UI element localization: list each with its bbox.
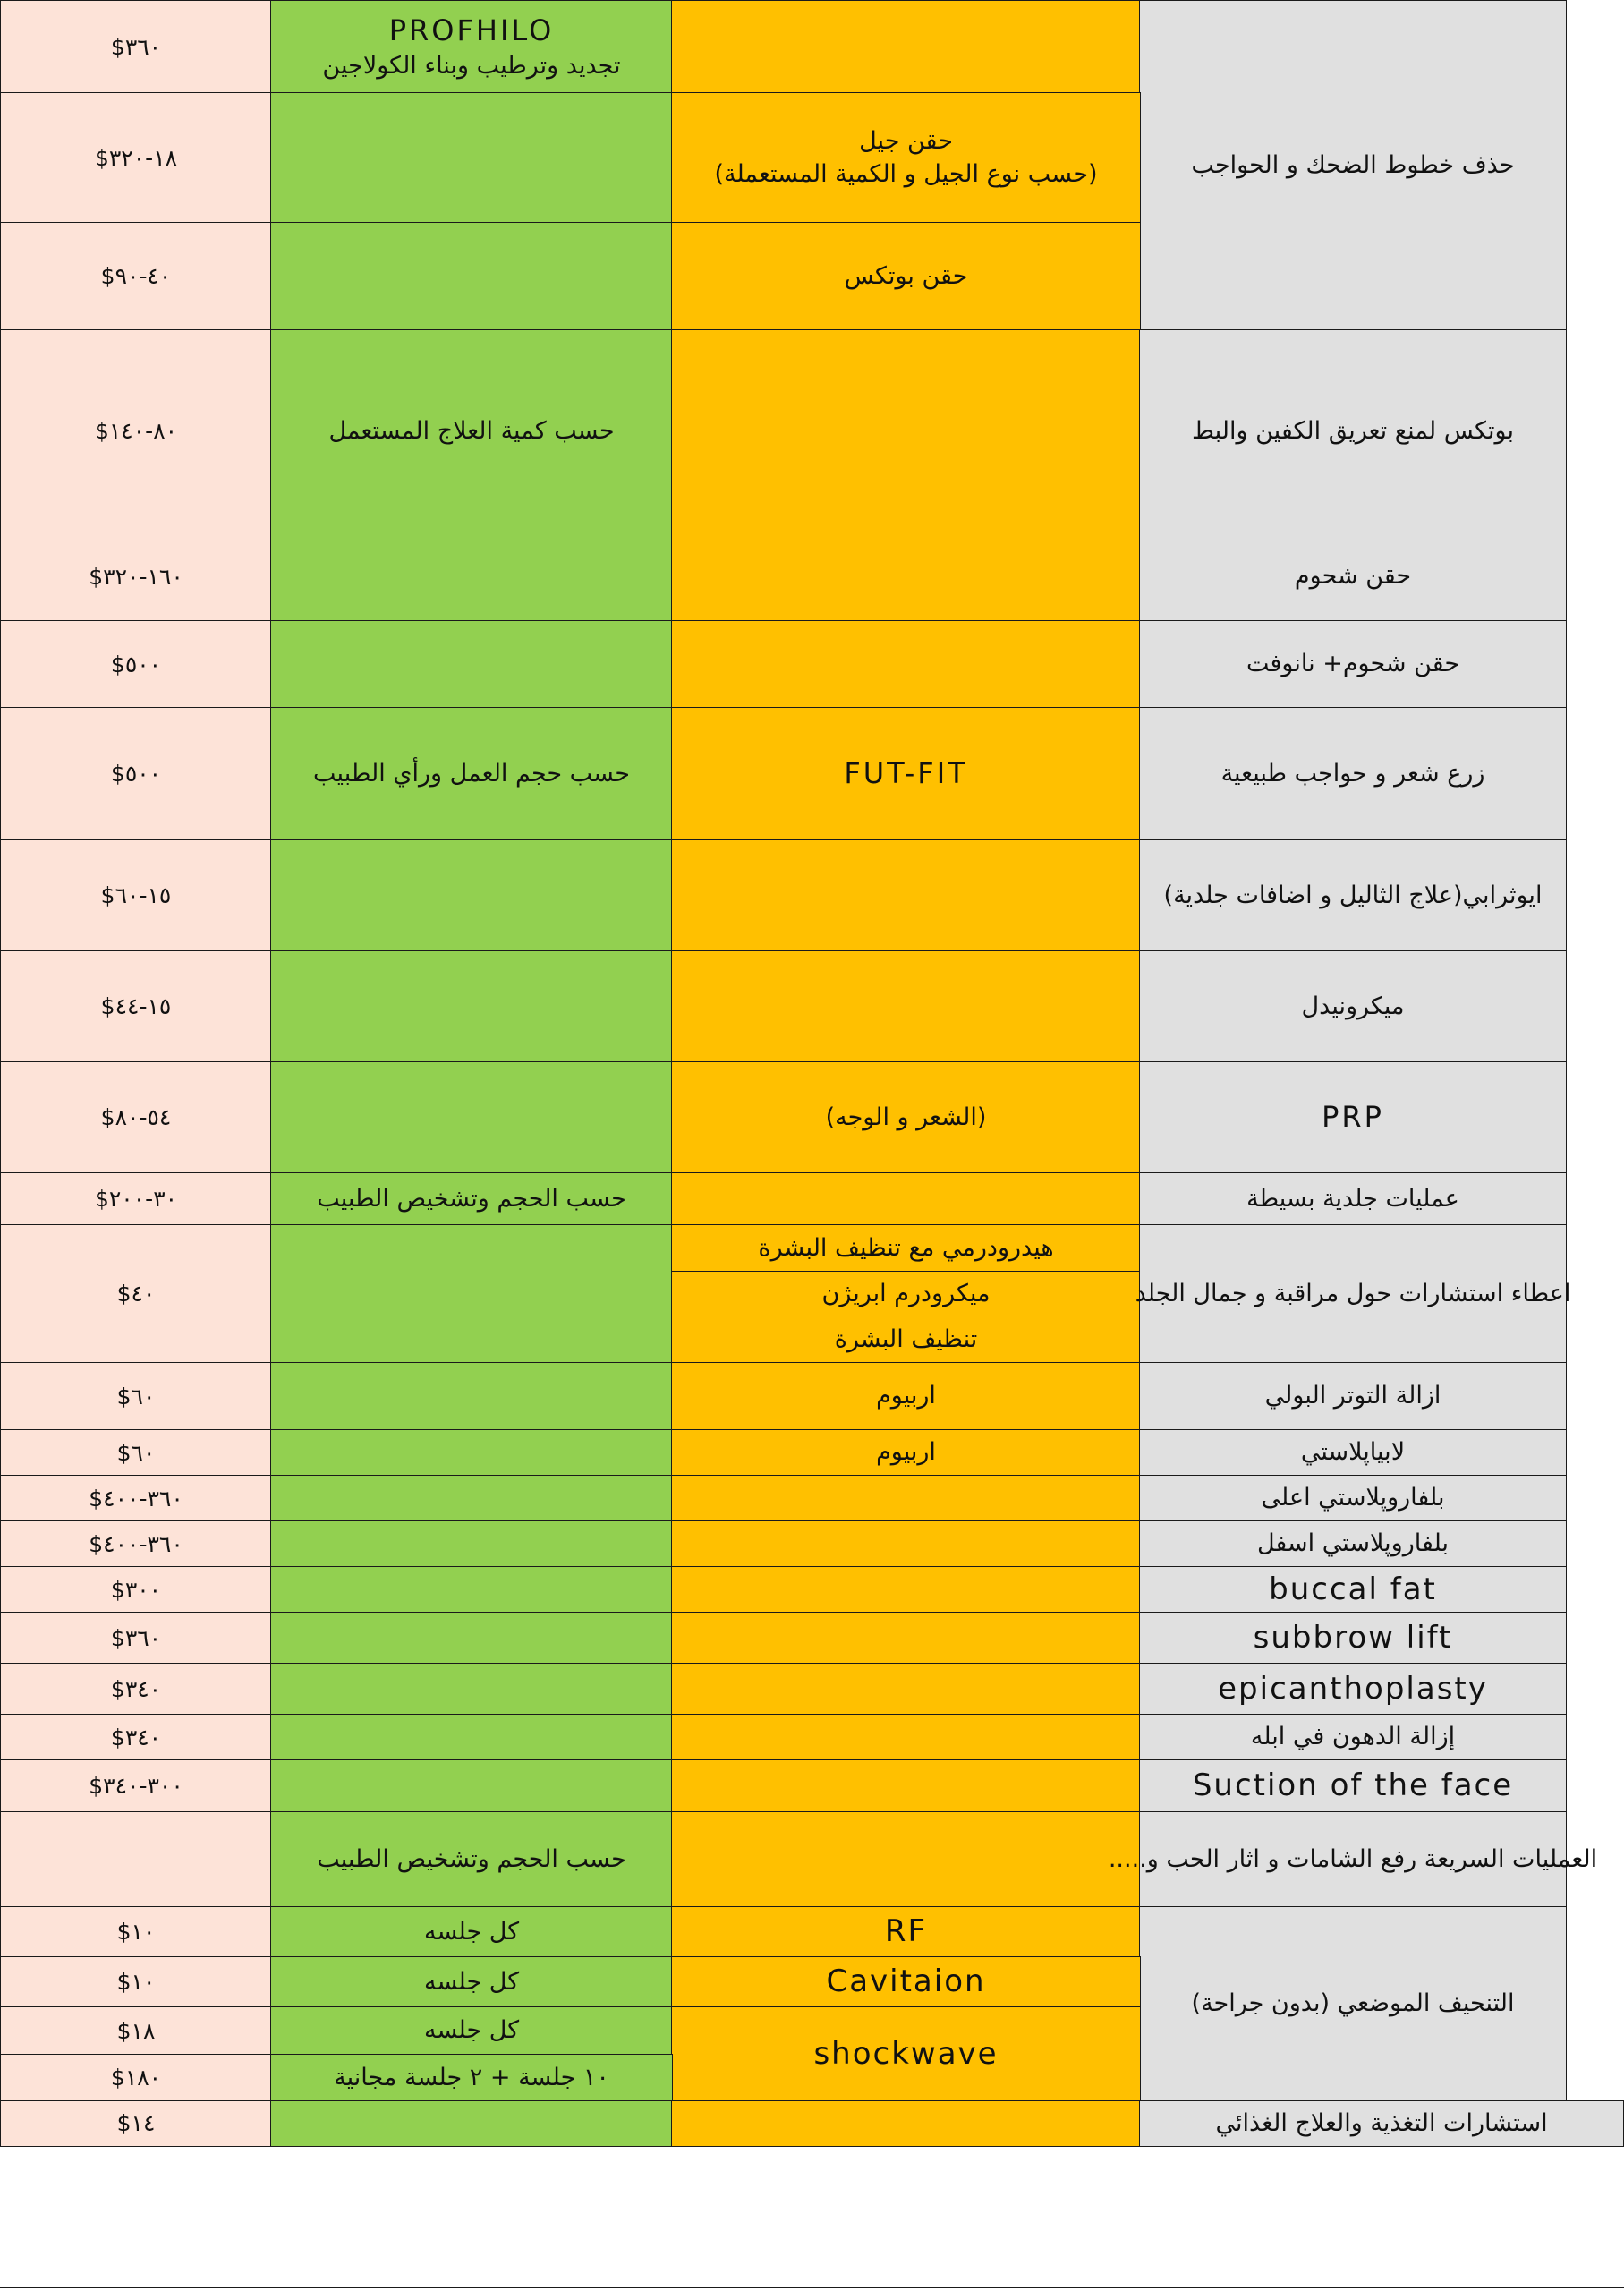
price-text: ١٥-٦٠$ xyxy=(100,882,172,909)
detail-text: Cavitaion xyxy=(826,1963,986,2000)
detail-cell xyxy=(671,1612,1141,1665)
price-cell xyxy=(0,620,272,709)
note-text: ١٠ جلسة + ٢ جلسة مجانية xyxy=(334,2063,609,2091)
service-name: زرع شعر و حواجب طبيعية xyxy=(1220,759,1485,788)
price-cell xyxy=(0,1566,272,1614)
service-cell xyxy=(1139,329,1567,533)
detail-cell xyxy=(671,1714,1141,1761)
price-cell xyxy=(0,950,272,1063)
service-name: التنحيف الموضعي (بدون جراحة) xyxy=(1191,1989,1515,2018)
note-text: كل جلسه xyxy=(423,1917,520,1946)
note-title: PROFHILO xyxy=(388,13,555,47)
detail-text: FUT-FIT xyxy=(844,756,968,791)
service-name: عمليات جلدية بسيطة xyxy=(1246,1184,1459,1213)
note-text: حسب حجم العمل ورأي الطبيب xyxy=(313,759,630,788)
detail-cell xyxy=(671,1663,1141,1716)
price-text: ١٥-٤٤$ xyxy=(100,993,172,1020)
detail-cell xyxy=(671,1429,1141,1477)
detail-text: تنظيف البشرة xyxy=(834,1324,978,1353)
service-cell xyxy=(1139,532,1567,622)
detail-text: حقن جيل xyxy=(859,127,953,156)
detail-cell xyxy=(671,532,1141,622)
detail-cell xyxy=(671,620,1141,709)
detail-cell xyxy=(671,950,1141,1063)
service-name: اعطاء استشارات حول مراقبة و جمال الجلد xyxy=(1135,1279,1571,1307)
note-cell xyxy=(270,839,673,952)
note-text: كل جلسه xyxy=(423,2016,520,2045)
service-name: epicanthoplasty xyxy=(1218,1670,1488,1707)
service-name: لابياپلاستي xyxy=(1300,1438,1406,1467)
detail-cell xyxy=(671,1224,1141,1273)
detail-text: ميكرودرم ابريژن xyxy=(821,1279,991,1307)
price-cell xyxy=(0,2054,272,2102)
note-cell xyxy=(270,2054,673,2102)
price-cell xyxy=(0,1429,272,1477)
price-cell xyxy=(0,707,272,841)
note-cell xyxy=(270,1956,673,2008)
service-cell xyxy=(1139,1612,1567,1665)
service-name: بلفاروپلاستي اعلى xyxy=(1261,1484,1445,1512)
bottom-divider xyxy=(0,2287,1624,2288)
detail-cell xyxy=(671,0,1141,94)
note-cell xyxy=(270,1663,673,1716)
note-cell xyxy=(270,1714,673,1761)
service-name: بلفاروپلاستي اسفل xyxy=(1256,1529,1450,1558)
detail-text: shockwave xyxy=(813,2035,999,2072)
price-text: ٣٠-٢٠٠$ xyxy=(94,1186,178,1213)
service-cell xyxy=(1139,1362,1567,1431)
service-name: استشارات التغذية والعلاج الغذائي xyxy=(1215,2108,1548,2137)
detail-cell xyxy=(671,1316,1141,1364)
service-name: subbrow lift xyxy=(1253,1619,1453,1656)
detail-text: RF xyxy=(884,1913,928,1950)
service-cell xyxy=(1139,1475,1567,1522)
detail-cell xyxy=(671,1759,1141,1813)
service-cell xyxy=(1139,707,1567,841)
service-cell xyxy=(1139,620,1567,709)
price-cell xyxy=(0,1224,272,1364)
service-cell xyxy=(1139,1520,1567,1568)
price-cell xyxy=(0,839,272,952)
service-name: ازالة التوتر البولي xyxy=(1264,1382,1441,1410)
detail-cell xyxy=(671,1566,1141,1614)
service-cell xyxy=(1139,950,1567,1063)
note-cell xyxy=(270,92,673,224)
service-name: حذف خطوط الضحك و الحواجب xyxy=(1191,150,1515,179)
service-name: ميكرونيدل xyxy=(1301,992,1405,1020)
detail-cell xyxy=(671,222,1141,331)
note-cell xyxy=(270,1520,673,1568)
price-cell xyxy=(0,92,272,224)
price-cell xyxy=(0,1663,272,1716)
note-cell xyxy=(270,1475,673,1522)
detail-cell xyxy=(671,1172,1141,1226)
price-cell xyxy=(0,1061,272,1174)
detail-cell xyxy=(671,1956,1141,2008)
price-text: ١٦٠-٣٢٠$ xyxy=(89,563,183,590)
detail-text: حقن بوتكس xyxy=(844,261,968,290)
service-name: العمليات السريعة رفع الشامات و اثار الحب و..... xyxy=(1108,1844,1598,1873)
service-name: بوتكس لمنع تعريق الكفين والبط xyxy=(1192,416,1515,445)
price-text: ٥٠٠$ xyxy=(110,761,162,788)
price-cell xyxy=(0,1956,272,2008)
price-cell xyxy=(0,2100,272,2147)
price-text: ١٠$ xyxy=(116,1919,156,1946)
note-cell xyxy=(270,1362,673,1431)
price-cell xyxy=(0,1520,272,1568)
note-text: حسب كمية العلاج المستعمل xyxy=(328,416,615,445)
note-cell xyxy=(270,532,673,622)
price-cell xyxy=(0,1811,272,1908)
note-text: تجديد وترطيب وبناء الكولاجين xyxy=(322,51,621,80)
price-text: ٣٠٠$ xyxy=(110,1576,162,1603)
price-text: ٣٤٠$ xyxy=(110,1724,162,1750)
price-text: ٣٠٠-٣٤٠$ xyxy=(89,1773,183,1800)
price-text: ٨٠-١٤٠$ xyxy=(94,418,178,445)
service-cell xyxy=(1139,1714,1567,1761)
service-cell xyxy=(1135,1224,1571,1364)
detail-cell xyxy=(671,329,1141,533)
service-cell xyxy=(1139,0,1567,331)
note-cell xyxy=(270,1811,673,1908)
detail-cell xyxy=(671,1811,1141,1908)
price-text: ١٨٠$ xyxy=(110,2065,162,2091)
service-cell xyxy=(1139,2100,1624,2147)
price-text: ٣٦٠$ xyxy=(110,33,162,60)
note-cell xyxy=(270,1061,673,1174)
detail-cell xyxy=(671,2006,1141,2102)
detail-cell xyxy=(671,2100,1141,2147)
note-cell xyxy=(270,1172,673,1226)
note-cell xyxy=(270,1429,673,1477)
note-cell xyxy=(270,1224,673,1364)
price-text: ٦٠$ xyxy=(116,1383,156,1410)
price-text: ١٠$ xyxy=(116,1969,156,1996)
note-cell xyxy=(270,1612,673,1665)
detail-cell xyxy=(671,1362,1141,1431)
service-cell xyxy=(1139,1759,1567,1813)
note-cell xyxy=(270,1906,673,1958)
detail-cell xyxy=(671,1271,1141,1317)
service-cell xyxy=(1139,1566,1567,1614)
price-text: ٤٠-٩٠$ xyxy=(100,263,172,290)
note-cell xyxy=(270,0,673,94)
note-text: حسب الحجم وتشخيص الطبيب xyxy=(317,1844,626,1873)
price-cell xyxy=(0,1172,272,1226)
price-cell xyxy=(0,329,272,533)
detail-cell xyxy=(671,839,1141,952)
price-text: ٦٠$ xyxy=(116,1439,156,1466)
price-text: ٣٦٠$ xyxy=(110,1624,162,1651)
note-cell xyxy=(270,2006,673,2056)
note-cell xyxy=(270,950,673,1063)
detail-cell xyxy=(671,1520,1141,1568)
price-cell xyxy=(0,0,272,94)
service-name: حقن شحوم xyxy=(1294,562,1412,591)
price-cell xyxy=(0,1612,272,1665)
price-cell xyxy=(0,1714,272,1761)
detail-text: هيدرودرمي مع تنظيف البشرة xyxy=(758,1233,1054,1262)
price-text: ٤٠$ xyxy=(116,1281,156,1307)
detail-text: اربيوم xyxy=(876,1382,936,1410)
note-cell xyxy=(270,1759,673,1813)
service-cell xyxy=(1108,1811,1598,1908)
detail-subtext: (حسب نوع الجيل و الكمية المستعملة) xyxy=(714,159,1098,188)
price-cell xyxy=(0,2006,272,2056)
note-cell xyxy=(270,1566,673,1614)
price-text: ٥٠٠$ xyxy=(110,651,162,677)
service-name: ايوثرابي(علاج الثاليل و اضافات جلدية) xyxy=(1163,881,1543,909)
price-cell xyxy=(0,1906,272,1958)
price-text: ١٨-٣٢٠$ xyxy=(94,144,178,171)
price-cell xyxy=(0,1475,272,1522)
detail-cell xyxy=(671,1906,1141,1958)
note-text: كل جلسه xyxy=(423,1967,520,1996)
note-cell xyxy=(270,707,673,841)
service-cell xyxy=(1139,1906,1567,2102)
price-cell xyxy=(0,1759,272,1813)
service-name: PRP xyxy=(1322,1100,1384,1135)
service-cell xyxy=(1139,1663,1567,1716)
price-text: ١٤$ xyxy=(116,2110,156,2137)
note-cell xyxy=(270,2100,673,2147)
detail-text: (الشعر و الوجه) xyxy=(825,1103,987,1131)
service-cell xyxy=(1139,1429,1567,1477)
detail-cell xyxy=(671,92,1141,224)
detail-cell xyxy=(671,707,1141,841)
note-cell xyxy=(270,329,673,533)
price-cell xyxy=(0,1362,272,1431)
detail-text: اربيوم xyxy=(876,1438,936,1467)
price-text: ٣٦٠-٤٠٠$ xyxy=(89,1530,183,1557)
price-text: ٣٦٠-٤٠٠$ xyxy=(89,1485,183,1512)
service-name: إزالة الدهون في ابله xyxy=(1250,1723,1456,1751)
service-cell xyxy=(1139,839,1567,952)
service-name: buccal fat xyxy=(1269,1571,1437,1607)
note-cell xyxy=(270,222,673,331)
service-name: Suction of the face xyxy=(1192,1767,1514,1804)
service-cell xyxy=(1139,1172,1567,1226)
service-cell xyxy=(1139,1061,1567,1174)
price-cell xyxy=(0,222,272,331)
price-text: ٣٤٠$ xyxy=(110,1675,162,1702)
detail-cell xyxy=(671,1475,1141,1522)
price-text: ١٨$ xyxy=(116,2017,156,2044)
note-text: حسب الحجم وتشخيص الطبيب xyxy=(317,1184,626,1213)
detail-cell xyxy=(671,1061,1141,1174)
note-cell xyxy=(270,620,673,709)
price-cell xyxy=(0,532,272,622)
service-name: حقن شحوم+ نانوفت xyxy=(1246,650,1460,678)
price-text: ٥٤-٨٠$ xyxy=(100,1104,172,1131)
